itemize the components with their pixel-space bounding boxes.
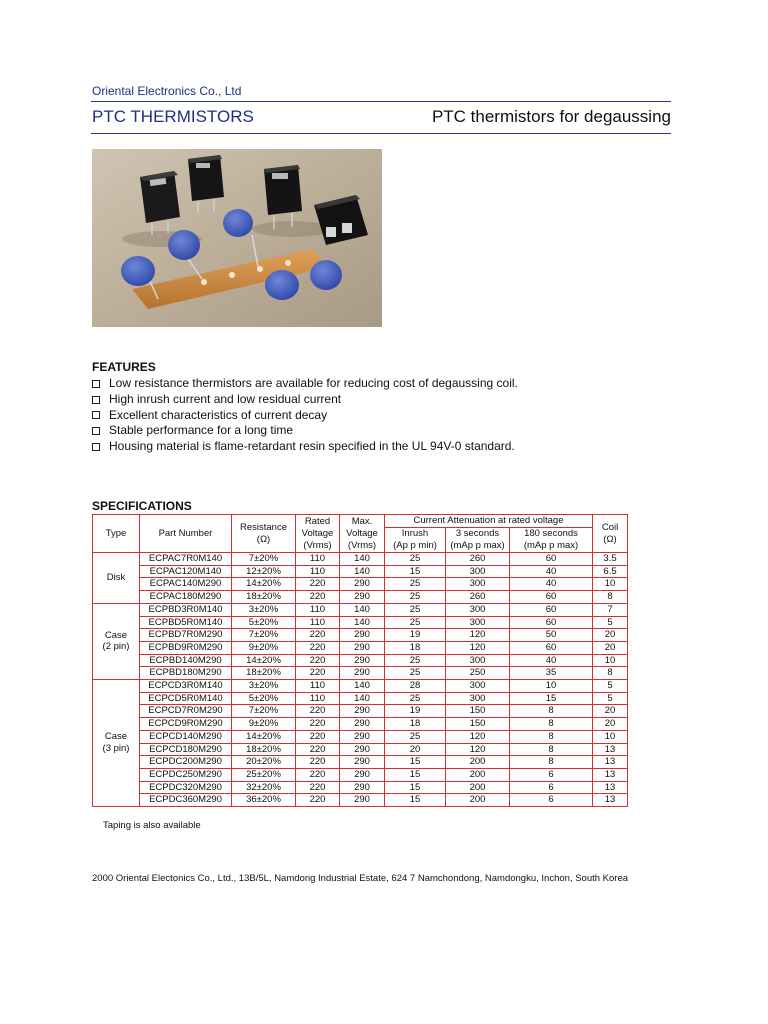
table-cell: 140 — [340, 616, 385, 629]
table-cell: 9±20% — [232, 718, 296, 731]
table-cell: 290 — [340, 781, 385, 794]
footer-address: 2000 Oriental Electonics Co., Ltd., 13B/5L, Namdong Industrial Estate, 624 7 Namchondong, Namdongku, Inchon, South Korea — [92, 873, 629, 884]
table-cell: 14±20% — [232, 654, 296, 667]
table-cell: 18±20% — [232, 743, 296, 756]
table-cell: 50 — [510, 629, 593, 642]
table-cell: 150 — [446, 718, 510, 731]
table-cell: 7±20% — [232, 629, 296, 642]
header-rule-bottom — [91, 133, 671, 134]
table-cell: 200 — [446, 756, 510, 769]
table-cell: 220 — [296, 718, 340, 731]
table-row — [93, 768, 628, 781]
table-cell: ECPCD3R0M140 — [140, 680, 232, 693]
table-row — [93, 616, 628, 629]
table-cell: 25 — [385, 654, 446, 667]
table-cell: 300 — [446, 654, 510, 667]
table-cell: 140 — [340, 603, 385, 616]
table-cell: 15 — [385, 768, 446, 781]
table-cell: 20 — [593, 705, 628, 718]
table-cell: 290 — [340, 667, 385, 680]
table-cell: 40 — [510, 578, 593, 591]
table-cell: 35 — [510, 667, 593, 680]
table-row — [93, 629, 628, 642]
table-cell: 290 — [340, 743, 385, 756]
table-cell: 60 — [510, 616, 593, 629]
table-cell: 110 — [296, 553, 340, 566]
table-cell: 25 — [385, 667, 446, 680]
table-cell: 8 — [510, 743, 593, 756]
table-cell: 10 — [593, 730, 628, 743]
table-cell: 220 — [296, 591, 340, 604]
header-current-attenuation: Current Attenuation at rated voltage — [385, 515, 593, 528]
header-max-voltage: Max. Voltage (Vrms) — [340, 515, 385, 553]
table-row — [93, 680, 628, 693]
table-cell: 290 — [340, 629, 385, 642]
table-cell: 32±20% — [232, 781, 296, 794]
table-cell: 3.5 — [593, 553, 628, 566]
table-cell: 140 — [340, 565, 385, 578]
table-cell: 290 — [340, 591, 385, 604]
table-row — [93, 641, 628, 654]
table-cell: ECPBD5R0M140 — [140, 616, 232, 629]
table-cell: 20 — [385, 743, 446, 756]
table-cell: ECPCD180M290 — [140, 743, 232, 756]
table-cell: 10 — [593, 654, 628, 667]
table-cell: 110 — [296, 616, 340, 629]
table-cell: 200 — [446, 794, 510, 807]
table-cell: ECPBD7R0M290 — [140, 629, 232, 642]
table-cell: 290 — [340, 641, 385, 654]
feature-item: High inrush current and low residual current — [92, 392, 518, 408]
table-row — [93, 730, 628, 743]
table-cell: 25±20% — [232, 768, 296, 781]
table-cell: 300 — [446, 616, 510, 629]
table-cell: ECPCD5R0M140 — [140, 692, 232, 705]
table-cell: 8 — [593, 667, 628, 680]
table-cell: 25 — [385, 591, 446, 604]
table-cell: 140 — [340, 680, 385, 693]
table-row — [93, 565, 628, 578]
table-cell: 14±20% — [232, 578, 296, 591]
table-cell: 15 — [385, 781, 446, 794]
checkbox-icon — [92, 396, 100, 404]
table-cell: 40 — [510, 654, 593, 667]
type-cell: Case (2 pin) — [93, 603, 140, 679]
company-name: Oriental Electronics Co., Ltd — [92, 84, 242, 98]
table-cell: 300 — [446, 603, 510, 616]
table-cell: 5±20% — [232, 692, 296, 705]
table-cell: 18 — [385, 641, 446, 654]
table-cell: 6.5 — [593, 565, 628, 578]
table-cell: 20 — [593, 641, 628, 654]
table-cell: 260 — [446, 553, 510, 566]
table-cell: ECPAC140M290 — [140, 578, 232, 591]
table-cell: ECPAC120M140 — [140, 565, 232, 578]
table-cell: 60 — [510, 641, 593, 654]
table-cell: ECPDC200M290 — [140, 756, 232, 769]
feature-item: Stable performance for a long time — [92, 423, 518, 439]
table-cell: 10 — [593, 578, 628, 591]
header-inrush: Inrush (Ap p min) — [385, 528, 446, 553]
table-row — [93, 553, 628, 566]
features-list — [92, 376, 518, 455]
table-cell: 7 — [593, 603, 628, 616]
table-cell: ECPDC250M290 — [140, 768, 232, 781]
table-cell: 220 — [296, 705, 340, 718]
product-photo — [92, 149, 382, 327]
table-cell: 9±20% — [232, 641, 296, 654]
feature-item: Housing material is flame-retardant resin specified in the UL 94V-0 standard. — [92, 439, 518, 455]
table-cell: 6 — [510, 794, 593, 807]
header-rated-voltage: Rated Voltage (Vrms) — [296, 515, 340, 553]
table-cell: 15 — [385, 756, 446, 769]
table-cell: ECPCD140M290 — [140, 730, 232, 743]
table-cell: 10 — [510, 680, 593, 693]
table-cell: 19 — [385, 629, 446, 642]
table-cell: 25 — [385, 692, 446, 705]
table-cell: 220 — [296, 768, 340, 781]
header-resistance: Resistance (Ω) — [232, 515, 296, 553]
table-cell: 140 — [340, 553, 385, 566]
feature-item: Low resistance thermistors are available for reducing cost of degaussing coil. — [92, 376, 518, 392]
type-cell: Disk — [93, 553, 140, 604]
specifications-table — [92, 514, 628, 807]
table-cell: 13 — [593, 756, 628, 769]
table-cell: 220 — [296, 667, 340, 680]
table-cell: 300 — [446, 692, 510, 705]
table-row — [93, 578, 628, 591]
table-cell: 13 — [593, 781, 628, 794]
table-row — [93, 603, 628, 616]
table-cell: 25 — [385, 616, 446, 629]
header-type: Type — [93, 515, 140, 553]
table-row — [93, 794, 628, 807]
table-cell: 290 — [340, 730, 385, 743]
table-cell: 6 — [510, 781, 593, 794]
table-cell: 13 — [593, 743, 628, 756]
table-cell: 290 — [340, 718, 385, 731]
table-cell: 5 — [593, 616, 628, 629]
table-cell: ECPBD9R0M290 — [140, 641, 232, 654]
header-rule-top — [91, 101, 671, 102]
table-cell: 19 — [385, 705, 446, 718]
table-cell: 220 — [296, 629, 340, 642]
table-cell: 220 — [296, 654, 340, 667]
table-cell: 220 — [296, 578, 340, 591]
table-row — [93, 743, 628, 756]
table-cell: 150 — [446, 705, 510, 718]
table-cell: 200 — [446, 768, 510, 781]
table-cell: 14±20% — [232, 730, 296, 743]
header-3-seconds: 3 seconds (mAp p max) — [446, 528, 510, 553]
table-cell: 18±20% — [232, 667, 296, 680]
table-cell: 3±20% — [232, 603, 296, 616]
table-cell: 220 — [296, 794, 340, 807]
table-cell: 18 — [385, 718, 446, 731]
table-cell: ECPDC320M290 — [140, 781, 232, 794]
table-cell: 220 — [296, 730, 340, 743]
table-cell: 36±20% — [232, 794, 296, 807]
table-row — [93, 654, 628, 667]
table-cell: 15 — [510, 692, 593, 705]
table-cell: 120 — [446, 730, 510, 743]
table-row — [93, 705, 628, 718]
table-cell: 28 — [385, 680, 446, 693]
table-cell: 7±20% — [232, 553, 296, 566]
header-180-seconds: 180 seconds (mAp p max) — [510, 528, 593, 553]
specifications-heading: SPECIFICATIONS — [92, 499, 192, 513]
table-cell: 140 — [340, 692, 385, 705]
table-cell: 7±20% — [232, 705, 296, 718]
table-cell: 8 — [510, 756, 593, 769]
table-row — [93, 591, 628, 604]
table-cell: 290 — [340, 705, 385, 718]
taping-note: Taping is also available — [103, 820, 201, 831]
table-cell: 110 — [296, 603, 340, 616]
checkbox-icon — [92, 411, 100, 419]
header-part-number: Part Number — [140, 515, 232, 553]
table-cell: 40 — [510, 565, 593, 578]
table-cell: ECPBD3R0M140 — [140, 603, 232, 616]
table-cell: 20 — [593, 718, 628, 731]
table-row — [93, 692, 628, 705]
table-cell: 290 — [340, 768, 385, 781]
table-cell: 13 — [593, 794, 628, 807]
table-cell: ECPBD180M290 — [140, 667, 232, 680]
table-cell: ECPCD9R0M290 — [140, 718, 232, 731]
table-row — [93, 667, 628, 680]
table-cell: 110 — [296, 565, 340, 578]
table-cell: 300 — [446, 680, 510, 693]
table-cell: 8 — [593, 591, 628, 604]
table-cell: 60 — [510, 591, 593, 604]
table-cell: 220 — [296, 756, 340, 769]
table-cell: 290 — [340, 578, 385, 591]
table-cell: 120 — [446, 743, 510, 756]
table-row — [93, 781, 628, 794]
table-cell: 8 — [510, 705, 593, 718]
type-cell: Case (3 pin) — [93, 680, 140, 807]
table-cell: 20 — [593, 629, 628, 642]
table-cell: 15 — [385, 794, 446, 807]
table-cell: 5±20% — [232, 616, 296, 629]
table-cell: 220 — [296, 743, 340, 756]
table-cell: 220 — [296, 641, 340, 654]
table-cell: 260 — [446, 591, 510, 604]
table-cell: 15 — [385, 565, 446, 578]
checkbox-icon — [92, 380, 100, 388]
table-cell: 20±20% — [232, 756, 296, 769]
page-subtitle: PTC thermistors for degaussing — [431, 107, 671, 126]
table-cell: 25 — [385, 553, 446, 566]
feature-item: Excellent characteristics of current decay — [92, 408, 518, 424]
table-cell: 60 — [510, 603, 593, 616]
table-row — [93, 718, 628, 731]
table-cell: 3±20% — [232, 680, 296, 693]
table-cell: 220 — [296, 781, 340, 794]
table-cell: 290 — [340, 756, 385, 769]
table-cell: 290 — [340, 654, 385, 667]
table-cell: 25 — [385, 578, 446, 591]
table-cell: ECPAC7R0M140 — [140, 553, 232, 566]
table-cell: ECPAC180M290 — [140, 591, 232, 604]
table-cell: 25 — [385, 730, 446, 743]
table-cell: 5 — [593, 692, 628, 705]
page-title: PTC THERMISTORS — [92, 107, 254, 126]
table-cell: 250 — [446, 667, 510, 680]
checkbox-icon — [92, 443, 100, 451]
table-cell: 120 — [446, 629, 510, 642]
table-cell: 120 — [446, 641, 510, 654]
table-cell: 5 — [593, 680, 628, 693]
header-coil: Coil (Ω) — [593, 515, 628, 553]
table-cell: ECPBD140M290 — [140, 654, 232, 667]
table-cell: ECPDC360M290 — [140, 794, 232, 807]
table-cell: 12±20% — [232, 565, 296, 578]
table-cell: 6 — [510, 768, 593, 781]
table-cell: 60 — [510, 553, 593, 566]
table-cell: 8 — [510, 730, 593, 743]
table-row — [93, 756, 628, 769]
table-cell: 300 — [446, 565, 510, 578]
table-cell: 200 — [446, 781, 510, 794]
table-cell: 290 — [340, 794, 385, 807]
table-cell: 25 — [385, 603, 446, 616]
table-cell: 18±20% — [232, 591, 296, 604]
table-cell: 110 — [296, 692, 340, 705]
table-cell: ECPCD7R0M290 — [140, 705, 232, 718]
table-cell: 300 — [446, 578, 510, 591]
features-heading: FEATURES — [92, 360, 156, 374]
table-cell: 8 — [510, 718, 593, 731]
checkbox-icon — [92, 427, 100, 435]
table-cell: 110 — [296, 680, 340, 693]
table-cell: 13 — [593, 768, 628, 781]
